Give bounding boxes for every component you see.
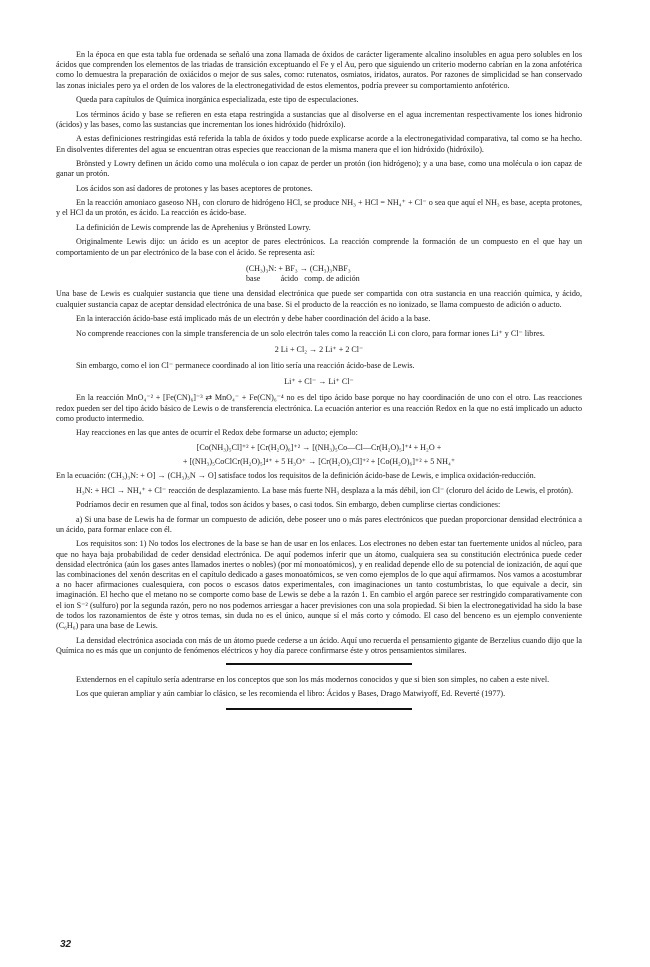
paragraph-especulaciones: Queda para capítulos de Química inorgánica especializada, este tipo de especulaciones. bbox=[76, 95, 359, 105]
paragraph-hay-reacciones: Hay reacciones en las que antes de ocurrir el Redox debe formarse un aducto; ejemplo: bbox=[76, 428, 358, 438]
paragraph-requisitos: Los requisitos son: 1) No todos los electrones de la base se han de usar en los enlaces. Los electrones no deben estar tan fuertemente unidos al núcleo, para que no haya baja probabilidad de ceder densidad electrónica. De aquí podemos inferir que un átomo, cualquiera sea su constitución electrónica puede ceder densidad electrónica (aún los gases antes llamados inertes o nobles) (por mí monoatómicos), y en realidad depende ello de su potencial de ionización, de aquí que las combinaciones del xenón descritas en el capítulo dedicado a gases monoatómicos, se ven como ejemplos de lo que aquí afirmamos. Nos vamos a acostumbrar a no hacer afirmaciones cualesquiera, con pocos o escasos datos experimentales, con imaginaciones un tanto costumbristas, lo que equivale a decir, sin imaginación. El hecho que el metano no se comporte como base de Lewis se debe a la razón 1. En cambio el argón parece ser restringido comparativamente con el ion S⁻² (sulfuro) por la segunda razón, pero no nos podemos arriesgar a hacer previsiones con una sola propiedad. Si bien la electronegatividad ha sido la base de todos los razonamientos de éste y otros temas, sin duda no es el único, aunque sí el más corto y cómodo. El caso del benceno es un ejemplo conveniente (C₆H₆) para una base de Lewis. bbox=[56, 539, 582, 631]
paragraph-dadores: Los ácidos son así dadores de protones y las bases aceptores de protones. bbox=[76, 183, 313, 193]
paragraph-interaccion: En la interacción ácido-base está implicado más de un electrón y debe haber coordinación del ácido a la base. bbox=[76, 314, 431, 324]
paragraph-zona-oxidos: En la época en que esta tabla fue ordenada se señaló una zona llamada de óxidos de carácter ligeramente alcalino insolubles en agua pero solubles en los ácidos que comprenden los elementos de las triadas de transición exceptuando el Fe y el Au, pero que siguiendo un criterio moderno cabrían en la zona anfotérica como lo demuestra la preparación de oxiácidos o mejor de sus sales, como: rutenatos, osmiatos, iridatos, auratos. Por razones de simplicidad se han conservado las zonas iniciales pero ya el orden de los valores de la electronegatividad de estos elementos, podría preveer su comportamiento anfotérico. bbox=[56, 50, 582, 90]
paragraph-ecuacion: En la ecuación: (CH₃)₃N: + O] → (CH₃)₃N → O] satisface todos los requisitos de la definición ácido-base de Lewis, e implica oxidación-reducción. bbox=[56, 471, 536, 481]
divider-bottom bbox=[226, 708, 412, 710]
paragraph-podriamos: Podríamos decir en resumen que al final, todos son ácidos y bases, o casi todos. Sin embargo, deben cumplirse ciertas condiciones: bbox=[76, 500, 501, 510]
paragraph-base-lewis: Una base de Lewis es cualquier sustancia que tiene una densidad electrónica que puede ser compartida con otra sustancia en una reacción química, y ácido, cualquier sustancia capaz de aceptar densidad electrónica de una base. Si el producto de la reacción es no ionizado, se llama compuesto de adición o aducto. bbox=[56, 289, 582, 309]
equation-li-cl-adduct: Li⁺ + Cl⁻ → Li⁺ Cl⁻ bbox=[284, 377, 354, 387]
equation-lewis-line: (CH₃)₃N: + BF₃ → (CH₃)₃NBF₃ bbox=[246, 263, 351, 273]
page-number: 32 bbox=[60, 939, 72, 950]
paragraph-bronsted: Brönsted y Lowry definen un ácido como una molécula o ion capaz de perder un protón (ion hidrógeno); y a una base, como una molécula o ion capaz de ganar un protón. bbox=[56, 159, 582, 179]
paragraph-lewis-def: La definición de Lewis comprende las de Aprehenius y Brönsted Lowry. bbox=[76, 222, 311, 232]
equation-lewis-adduct bbox=[246, 264, 582, 284]
equation-lewis-labels: base ácido comp. de adición bbox=[246, 273, 360, 283]
equation-li-cl: 2 Li + Cl₂ → 2 Li⁺ + 2 Cl⁻ bbox=[274, 344, 364, 354]
paragraph-definiciones: A estas definiciones restringidas está referida la tabla de óxidos y todo puede explicarse acorde a la electronegatividad comparativa, tal como se ha hecho. En disolventes diferentes del agua se encuentran otras especies que reaccionan de la misma manera que el ion hidróxido (hidróxilo). bbox=[56, 134, 582, 154]
paragraph-transferencia: No comprende reacciones con la simple transferencia de un solo electrón tales como la reacción Li con cloro, para formar iones Li⁺ y Cl⁻ libres. bbox=[76, 328, 545, 338]
paragraph-sin-embargo: Sin embargo, como el ion Cl⁻ permanece coordinado al ion litio sería una reacción ácido-base de Lewis. bbox=[76, 361, 415, 371]
paragraph-lewis-original: Originalmente Lewis dijo: un ácido es un aceptor de pares electrónicos. La reacción comprende la formación de un compuesto en el que hay un comportamiento de un par electrónico de la base con el ácido. Se representa así: bbox=[56, 237, 582, 257]
paragraph-acido-base: Los términos ácido y base se refieren en esta etapa restringida a sustancias que al disolverse en el agua incrementan respectivamente los iones hidronio (ácidos) y las bases, como las sustancias que incrementan los iones hidróxido (hidróxilo). bbox=[56, 109, 582, 129]
paragraph-desplazamiento: H₃N: + HCl → NH₄⁺ + Cl⁻ reacción de desplazamiento. La base más fuerte NH₃ desplaza a la más débil, ion Cl⁻ (cloruro del ácido de Lewis, el protón). bbox=[76, 485, 574, 495]
paragraph-mno4: En la reacción MnO₄⁻² + [Fe(CN)₆]⁻³ ⇄ MnO₄⁻ + Fe(CN)₆⁻⁴ no es del tipo ácido base porque no hay coordinación de uno con el otro. Las reacciones redox pueden ser del tipo ácido básico de Lewis o de transferencia electrónica. La ecuación anterior es una reacción Redox en la que no está implicado un aducto como producto intermedio. bbox=[56, 393, 582, 423]
equation-cobalt-1: [Co(NH₃)₅Cl]⁺² + [Cr(H₂O)₆]⁺² → [(NH₃)₅Co—Cl—Cr(H₂O)₅]⁺⁴ + H₂O + bbox=[196, 442, 442, 452]
divider-top bbox=[226, 663, 412, 665]
equation-cobalt-2: + [(NH₃)₅CoClCr(H₂O)₅]⁴⁺ + 5 H₃O⁺ → [Cr(H₂O)₅Cl]⁺² + [Co(H₂O)₆]⁺² + 5 NH₄⁺ bbox=[182, 457, 456, 467]
paragraph-libro: Los que quieran ampliar y aún cambiar lo clásico, se les recomienda el libro: Ácidos y Bases, Drago Matwiyoff, Ed. Reverté (1977). bbox=[76, 689, 506, 699]
paragraph-extendernos: Extendernos en el capítulo sería adentrarse en los conceptos que son los más modernos conocidos y que si bien son simples, no caben a este nivel. bbox=[76, 674, 550, 684]
paragraph-amoniaco: En la reacción amoniaco gaseoso NH₃ con cloruro de hidrógeno HCl, se produce NH₃ + HCl = NH₄⁺ + Cl⁻ o sea que aquí el NH₃ es base, acepta protones, y el HCl da un protón, es ácido. La reacción es ácido-base. bbox=[56, 198, 582, 218]
paragraph-condicion-a: a) Si una base de Lewis ha de formar un compuesto de adición, debe poseer uno o más pares electrónicos que puedan proporcionar densidad electrónica a un ácido, para formar enlace con él. bbox=[56, 514, 582, 534]
paragraph-densidad: La densidad electrónica asociada con más de un átomo puede cederse a un ácido. Aquí uno recuerda el pensamiento gigante de Berzelius cuando dijo que la Química no es más que un conjunto de fenómenos eléctricos y hoy día parece confirmarse éste y otros pensamientos similares. bbox=[56, 635, 582, 655]
